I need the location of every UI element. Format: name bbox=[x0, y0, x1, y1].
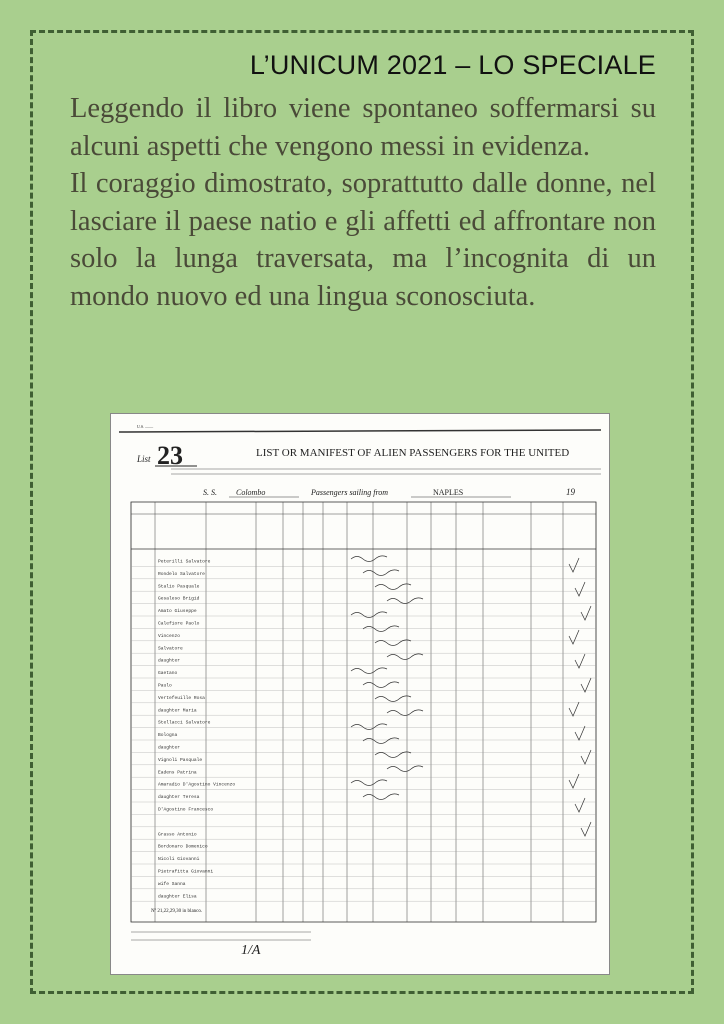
manifest-list-label: List bbox=[137, 454, 151, 464]
manifest-port: NAPLES bbox=[433, 488, 464, 497]
manifest-footer-mark: 1/A bbox=[241, 943, 261, 958]
manifest-row: Stellacci Salvatore bbox=[158, 720, 211, 726]
manifest-image bbox=[111, 414, 609, 974]
manifest-corner-stamp: U.S. —— bbox=[137, 424, 154, 429]
manifest-row: Bologna bbox=[158, 733, 178, 739]
manifest-row: daughter bbox=[158, 745, 181, 751]
manifest-row: daughter Elisa bbox=[158, 894, 197, 900]
paragraph-2: Il coraggio dimostrato, soprattutto dalle donne, nel lasciare il paese natio e gli affetti ed affrontare non solo la lunga traversata, ma l’incognita di un mondo nuovo ed una lingua sconosciuta. bbox=[70, 168, 656, 312]
article-text bbox=[70, 90, 656, 315]
paragraph-1: Leggendo il libro viene spontaneo soffermarsi su alcuni aspetti che vengono messi in evidenza. bbox=[70, 93, 656, 162]
manifest-row: Vignoli Pasquale bbox=[158, 757, 203, 763]
manifest-row: Grasso Antonio bbox=[158, 832, 197, 838]
manifest-row: Gesaleso Brigid bbox=[158, 596, 200, 602]
manifest-row: Paulo bbox=[158, 683, 172, 689]
manifest-row: wife Sanna bbox=[158, 881, 186, 887]
manifest-row: Salvatore bbox=[158, 646, 183, 652]
manifest-row: Vincenzo bbox=[158, 633, 181, 639]
manifest-date: 19 bbox=[566, 487, 575, 497]
manifest-row: Bordonaro Domenico bbox=[158, 844, 208, 850]
manifest-footer-note: Nº 21,22,29,30 in blanco. bbox=[151, 909, 203, 914]
manifest-row: daughter Maria bbox=[158, 708, 197, 714]
manifest-row: Rondelo Salvatore bbox=[158, 571, 205, 577]
manifest-title: LIST OR MANIFEST OF ALIEN PASSENGERS FOR THE UNITED bbox=[256, 447, 570, 459]
manifest-list-number: 23 bbox=[157, 441, 183, 470]
manifest-row: Amaradio D'Agostino Vincenzo bbox=[158, 782, 236, 788]
manifest-row: daughter Teresa bbox=[158, 795, 200, 801]
manifest-ship-name: Colombo bbox=[236, 488, 266, 497]
manifest-row: daughter bbox=[158, 658, 181, 664]
manifest-row: Amato Giuseppe bbox=[158, 609, 197, 615]
manifest-sailing-label: Passengers sailing from bbox=[311, 488, 389, 497]
manifest-row: Vertefeuille Rosa bbox=[158, 695, 205, 701]
manifest-row: Gaetano bbox=[158, 671, 178, 677]
passenger-manifest-scan bbox=[110, 413, 610, 975]
manifest-row: Stalio Pasquale bbox=[158, 584, 200, 590]
manifest-row: Peterilli Salvatore bbox=[158, 559, 211, 565]
manifest-row: Pietrafitta Giovanni bbox=[158, 869, 214, 875]
manifest-row: Nicoli Giovanni bbox=[158, 857, 200, 863]
manifest-ship-prefix: S. S. bbox=[203, 488, 217, 497]
manifest-row: Eadens Patrina bbox=[158, 770, 197, 776]
page-header: L’UNICUM 2021 – LO SPECIALE bbox=[249, 50, 656, 80]
manifest-row: Calefiore Paolo bbox=[158, 621, 200, 627]
manifest-row: D'Agostino Francesco bbox=[158, 807, 214, 813]
